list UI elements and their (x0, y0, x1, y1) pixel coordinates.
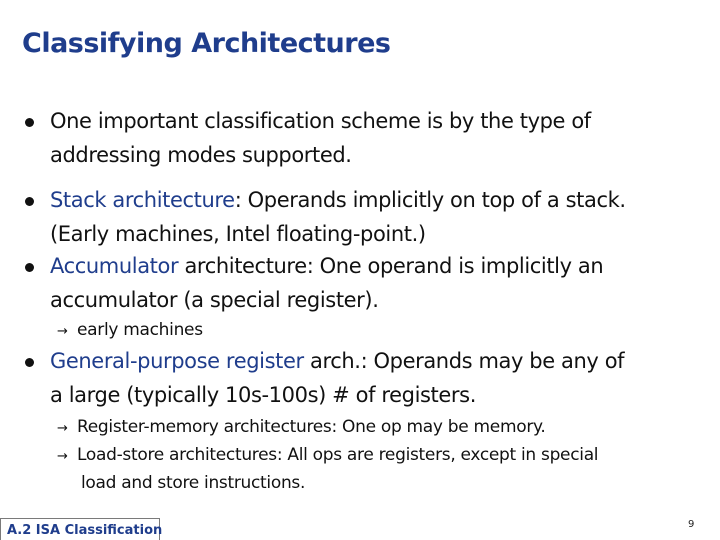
bullet-dot (25, 263, 34, 272)
arrow-icon: → (57, 449, 68, 464)
bullet-line (50, 183, 705, 217)
bullet-line-rest: : Operands implicitly on top of a stack. (234, 188, 626, 212)
sub-bullet-continuation: load and store instructions. (81, 473, 306, 493)
bullet-line-rest: arch.: Operands may be any of (303, 349, 625, 373)
term-stack-architecture: Stack architecture (50, 188, 235, 212)
bullet-line (50, 344, 705, 378)
sub-bullet-text: early machines (77, 320, 203, 340)
bullet-line: a large (typically 10s-100s) # of registers. (50, 383, 476, 407)
sub-bullet-line (57, 442, 598, 470)
bullet-dot (25, 358, 34, 367)
bullet-accumulator (25, 249, 705, 317)
bullet-line: accumulator (a special register). (50, 288, 379, 312)
arrow-icon: → (57, 324, 68, 339)
sub-bullet-text: Register-memory architectures: One op may be memory. (77, 417, 546, 437)
footer-section-label: A.2 ISA Classification (7, 523, 163, 538)
bullet-stack-architecture (25, 183, 705, 251)
page-number: 9 (688, 519, 695, 530)
sub-bullet-register-memory (57, 414, 545, 442)
bullet-line (50, 249, 705, 283)
footer-section-box (0, 518, 163, 540)
bullet-text (50, 104, 705, 172)
term-accumulator: Accumulator (50, 254, 179, 278)
bullet-dot (25, 197, 34, 206)
slide-title: Classifying Architectures (22, 28, 391, 59)
bullet-classification-scheme (25, 104, 705, 172)
bullet-general-purpose-register (25, 344, 705, 412)
sub-bullet-load-store (57, 442, 598, 496)
bullet-line: (Early machines, Intel floating-point.) (50, 222, 426, 246)
arrow-icon: → (57, 421, 68, 436)
bullet-text (50, 344, 705, 412)
term-general-purpose-register: General-purpose register (50, 349, 304, 373)
sub-bullet-early-machines (57, 317, 203, 345)
bullet-line-rest: architecture: One operand is implicitly an (178, 254, 604, 278)
bullet-text (50, 183, 705, 251)
sub-bullet-text: Load-store architectures: All ops are registers, except in special (77, 445, 599, 465)
bullet-text (50, 249, 705, 317)
bullet-line: One important classification scheme is by the type of (50, 109, 591, 133)
bullet-line: addressing modes supported. (50, 143, 352, 167)
bullet-dot (25, 118, 34, 127)
